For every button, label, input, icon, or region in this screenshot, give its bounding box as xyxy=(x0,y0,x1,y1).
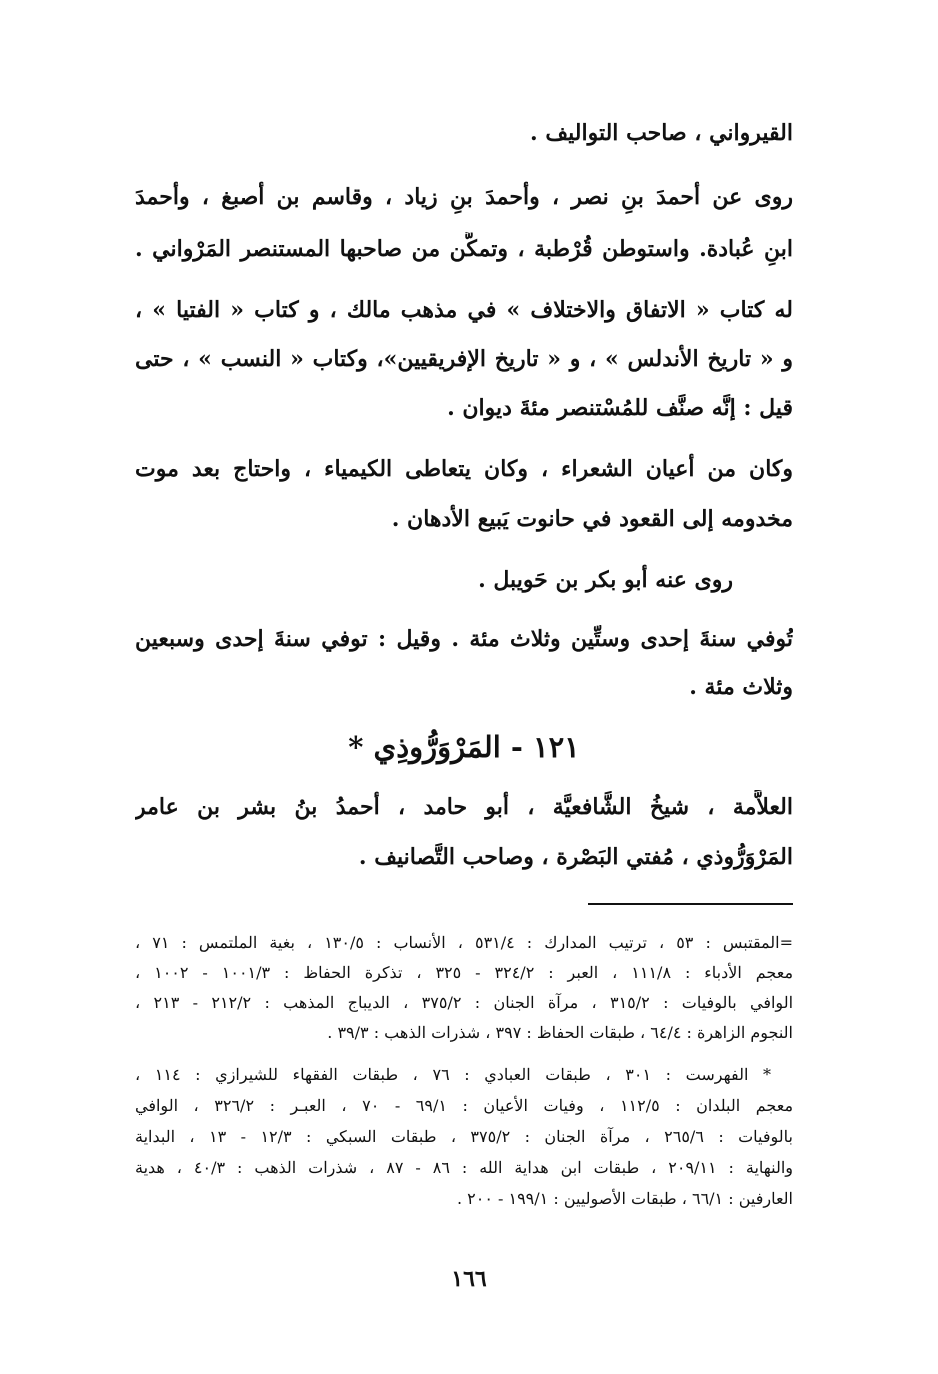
body-line: قيل : إنَّه صنَّف للمُسْتنصر مئةَ ديوان . xyxy=(447,395,793,421)
body-line: ابنِ عُبادة. واستوطن قُرْطبة ، وتمكَّن من صاحبها المستنصر المَرْواني . xyxy=(135,236,793,262)
entry-line: العلاَّمة ، شيخُ الشَّافعيَّة ، أبو حامد ، أحمدُ بنُ بشر بن عامر xyxy=(135,794,793,820)
body-line: روى عنه أبو بكر بن حَويبل . xyxy=(478,567,733,593)
body-line: مخدومه إلى القعود في حانوت يَبيع الأدهان . xyxy=(391,506,793,532)
footnote-line: معجم الأدباء : ١١١/٨ ، العبر : ٣٢٤/٢ - ٣٢٥ ، تذكرة الحفاظ : ١٠٠١/٣ - ١٠٠٢ ، xyxy=(135,963,793,982)
footnote-line: النجوم الزاهرة : ٦٤/٤ ، طبقات الحفاظ : ٣٩٧ ، شذرات الذهب : ٣٩/٣ . xyxy=(327,1023,793,1042)
body-line: وثلاث مئة . xyxy=(689,674,793,700)
body-line: له كتاب « الاتفاق والاختلاف » في مذهب مالك ، و كتاب « الفتيا » ، xyxy=(135,297,793,323)
footnote-line: الوافي بالوفيات : ٣١٥/٢ ، مرآة الجنان : ٣٧٥/٢ ، الديباج المذهب : ٢١٢/٢ - ٢١٣ ، xyxy=(135,993,793,1012)
footnote-line: =المقتبس : ٥٣ ، ترتيب المدارك : ٥٣١/٤ ، الأنساب : ١٣٠/٥ ، بغية الملتمس : ٧١ ، xyxy=(135,933,793,952)
footnote-line: العارفين : ٦٦/١ ، طبقات الأصوليين : ١٩٩/١ - ٢٠٠ . xyxy=(456,1189,793,1208)
body-line: روى عن أحمدَ بنِ نصر ، وأحمدَ بنِ زياد ، وقاسم بن أصبغ ، وأحمدَ xyxy=(135,184,793,210)
footnote-line: * الفهرست : ٣٠١ ، طبقات العبادي : ٧٦ ، طبقات الفقهاء للشيرازي : ١١٤ ، xyxy=(135,1065,772,1084)
footnote-line: بالوفيات : ٢٦٥/٦ ، مرآة الجنان : ٣٧٥/٢ ، طبقات السبكي : ١٢/٣ - ١٣ ، البداية xyxy=(135,1127,793,1146)
page-number: ١٦٦ xyxy=(451,1266,487,1292)
body-line: وكان من أعيان الشعراء ، وكان يتعاطى الكيمياء ، واحتاج بعد موت xyxy=(135,456,793,482)
body-line: القيرواني ، صاحب التواليف . xyxy=(530,120,793,146)
footnote-line: والنهاية : ٢٠٩/١١ ، طبقات ابن هداية الله : ٨٦ - ٨٧ ، شذرات الذهب : ٤٠/٣ ، هدية xyxy=(135,1158,793,1177)
body-line: و « تاريخ الأندلس » ، و « تاريخ الإفريقيين»، وكتاب « النسب » ، حتى xyxy=(135,346,793,372)
footnote-line: معجم البلدان : ١١٢/٥ ، وفيات الأعيان : ٦٩/١ - ٧٠ ، العبـر : ٣٢٦/٢ ، الوافي xyxy=(135,1096,793,1115)
body-line: تُوفي سنةَ إحدى وستِّين وثلاث مئة . وقيل : توفي سنةَ إحدى وسبعين xyxy=(135,626,793,652)
entry-heading: ١٢١ - المَرْوَرُّوذِي * xyxy=(348,730,580,764)
entry-line: المَرْوَرُّوذي ، مُفتي البَصْرة ، وصاحب التَّصانيف . xyxy=(358,844,793,870)
footnotes xyxy=(135,0,793,1240)
